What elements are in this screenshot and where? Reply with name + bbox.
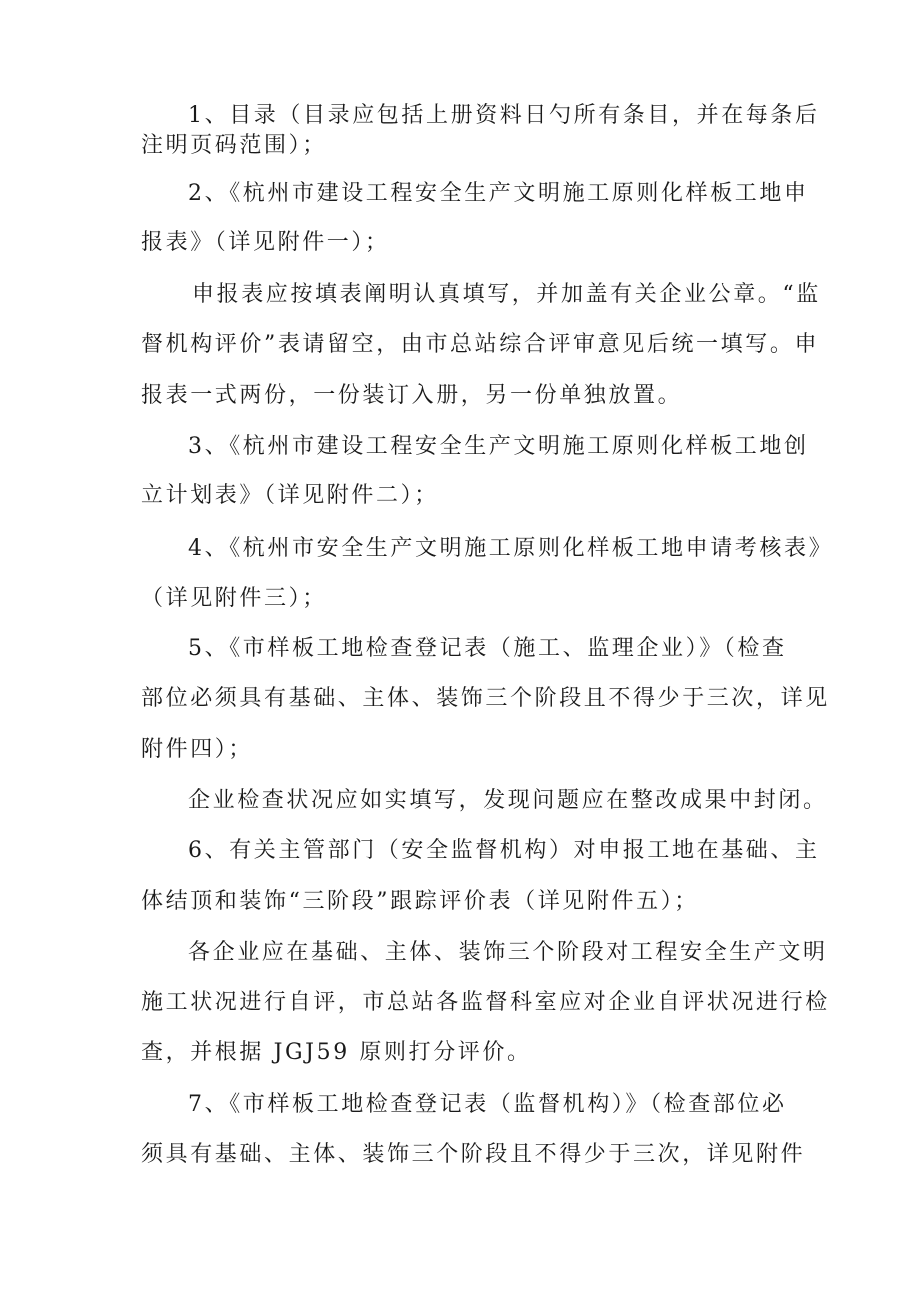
item-2-line-2: 报表》（详见附件一）； [141,230,390,255]
note-2-line-1: 企业检查状况应如实填写，发现问题应在整改成果中封闭。 [188,788,828,813]
note-3-line-3: 查，并根据 JGJ59 原则打分评价。 [141,1040,532,1065]
item-7-line-2: 须具有基础、主体、装饰三个阶段且不得少于三次，详见附件 [141,1142,806,1167]
item-6-line-2: 体结顶和装饰“三阶段”跟踪评价表（详见附件五）； [141,889,699,914]
item-7-line-1: 7、《市样板工地检查登记表（监督机构）》（检查部位必 [188,1092,787,1117]
item-3-line-2: 立计划表》（详见附件二）； [141,483,439,508]
item-1-line-1: 1、目录（目录应包括上册资料日勺所有条目，并在每条后 [188,103,820,128]
note-1-line-1: 申报表应按填表阐明认真填写，并加盖有关企业公章。“监 [192,282,821,307]
item-1-line-2: 注明页码范围）； [141,133,327,158]
item-3-line-1: 3、《杭州市建设工程安全生产文明施工原则化样板工地创 [188,434,809,459]
item-5-line-1: 5、《市样板工地检查登记表（施工、监理企业）》（检查 [188,636,787,661]
item-5-line-3: 附件四）； [141,737,254,762]
note-3-line-2: 施工状况进行自评，市总站各监督科室应对企业自评状况进行检 [141,990,830,1015]
item-6-line-1: 6、有关主管部门（安全监督机构）对申报工地在基础、主 [188,838,820,863]
item-2-line-1: 2、《杭州市建设工程安全生产文明施工原则化样板工地申 [188,181,809,206]
item-5-line-2: 部位必须具有基础、主体、装饰三个阶段且不得少于三次，详见 [141,686,830,711]
note-1-line-2: 督机构评价”表请留空，由市总站综合评审意见后统一填写。申 [141,332,820,357]
note-3-line-1: 各企业应在基础、主体、装饰三个阶段对工程安全生产文明 [188,940,828,965]
item-4-line-2: （详见附件三）； [141,586,327,611]
note-1-line-3: 报表一式两份，一份装订入册，另一份单独放置。 [141,383,683,408]
item-4-line-1: 4、《杭州市安全生产文明施工原则化样板工地申请考核表》 [188,536,834,561]
